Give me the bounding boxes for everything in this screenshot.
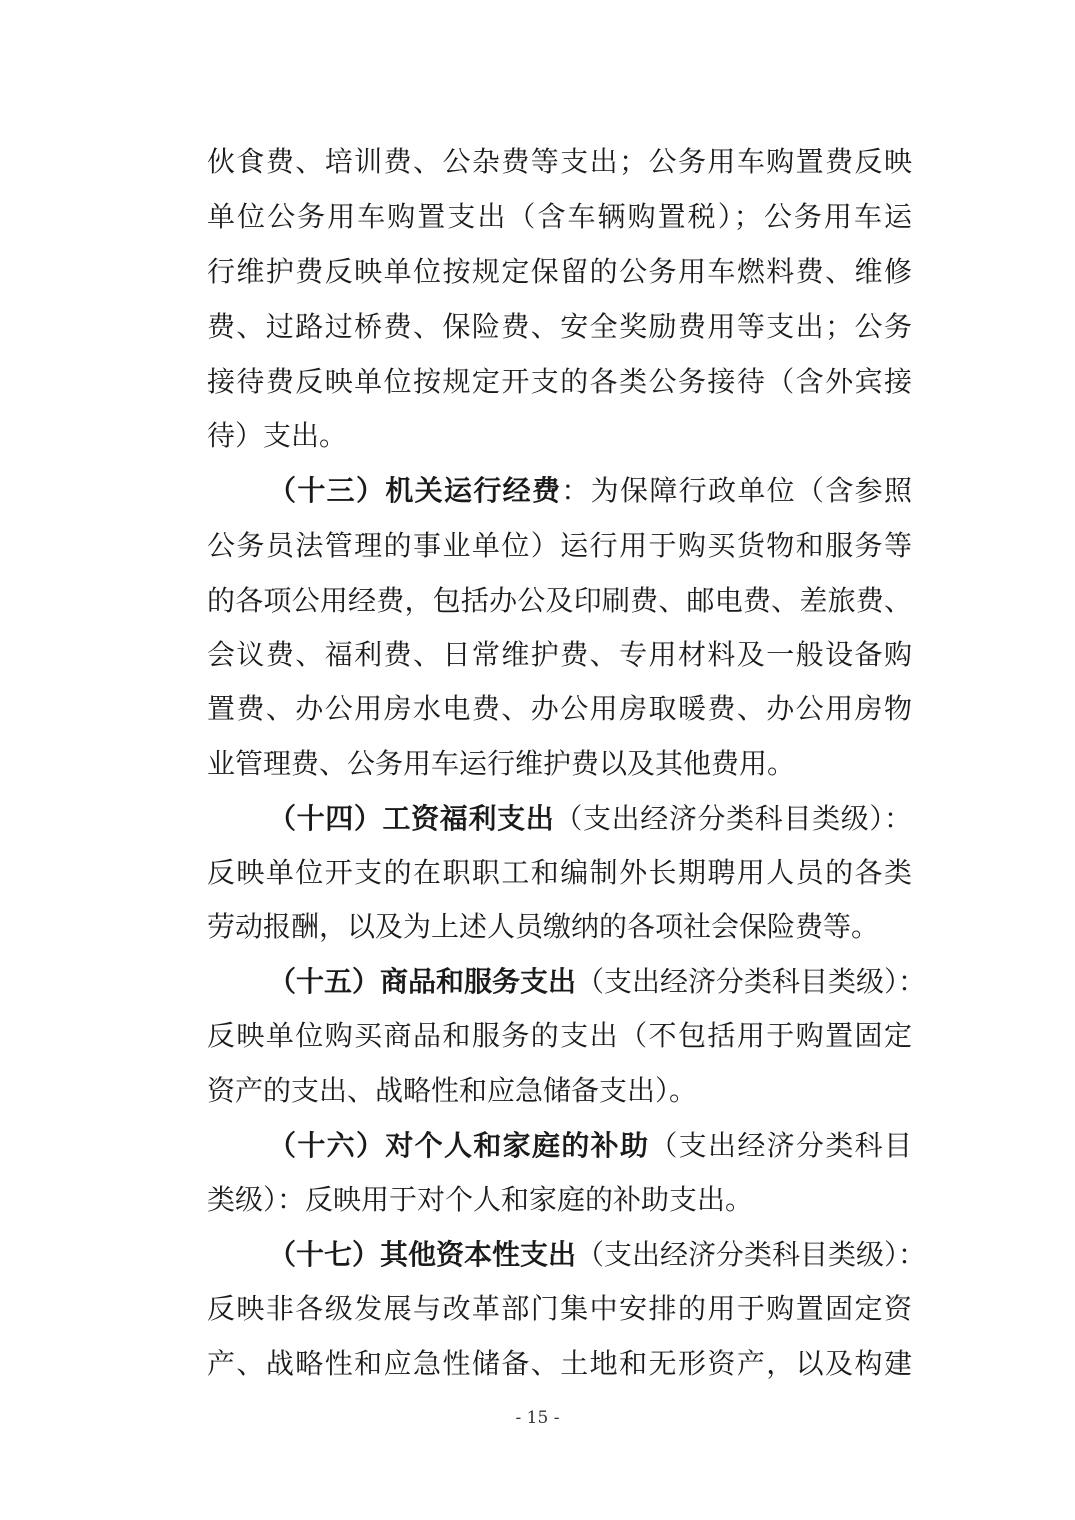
text-line: 类级）：反映用于对个人和家庭的补助支出。 [207,1183,754,1216]
text-line: 接待费反映单位按规定开支的各类公务接待（含外宾接 [207,365,912,398]
section-heading: （十五）商品和服务支出 [268,965,577,998]
text-line: 伙食费、培训费、公杂费等支出；公务用车购置费反映 [207,145,912,178]
text-line: 单位公务用车购置支出（含车辆购置税）；公务用车运 [207,200,912,233]
text-line: 劳动报酬，以及为上述人员缴纳的各项社会保险费等。 [207,910,880,943]
text-line: 反映非各级发展与改革部门集中安排的用于购置固定资 [207,1292,912,1325]
text-line: 行维护费反映单位按规定保留的公务用车燃料费、维修 [207,255,912,288]
section-heading: （十七）其他资本性支出 [268,1238,577,1271]
page-number: - 15 - [515,1408,560,1428]
text-line: 反映单位开支的在职职工和编制外长期聘用人员的各类 [207,856,912,889]
text-line: 业管理费、公务用车运行维护费以及其他费用。 [207,747,796,780]
text-line: 待）支出。 [207,419,348,452]
text-line: 产、战略性和应急性储备、土地和无形资产，以及构建 [207,1347,912,1380]
section-heading-line: （十五）商品和服务支出（支出经济分类科目类级）： [268,965,927,998]
section-heading: （十六）对个人和家庭的补助 [268,1129,650,1162]
text-line: 会议费、福利费、日常维护费、专用材料及一般设备购 [207,638,912,671]
text-line: 费、过路过桥费、保险费、安全奖励费用等支出；公务 [207,310,912,343]
text-line: 置费、办公用房水电费、办公用房取暖费、办公用房物 [207,692,912,725]
section-heading-line: （十七）其他资本性支出（支出经济分类科目类级）： [268,1238,927,1271]
section-heading: （十三）机关运行经费 [268,474,562,507]
text-line: 反映单位购买商品和服务的支出（不包括用于购置固定 [207,1019,912,1052]
section-heading: （十四）工资福利支出 [268,802,555,835]
text-line: 公务员法管理的事业单位）运行用于购买货物和服务等 [207,529,912,562]
section-heading-line: （十三）机关运行经费：为保障行政单位（含参照 [268,474,912,507]
text-line: 资产的支出、战略性和应急储备支出）。 [207,1074,698,1107]
section-heading-line: （十四）工资福利支出（支出经济分类科目类级）： [268,802,912,835]
section-heading-line: （十六）对个人和家庭的补助（支出经济分类科目 [268,1129,912,1162]
text-line: 的各项公用经费，包括办公及印刷费、邮电费、差旅费、 [207,584,912,617]
